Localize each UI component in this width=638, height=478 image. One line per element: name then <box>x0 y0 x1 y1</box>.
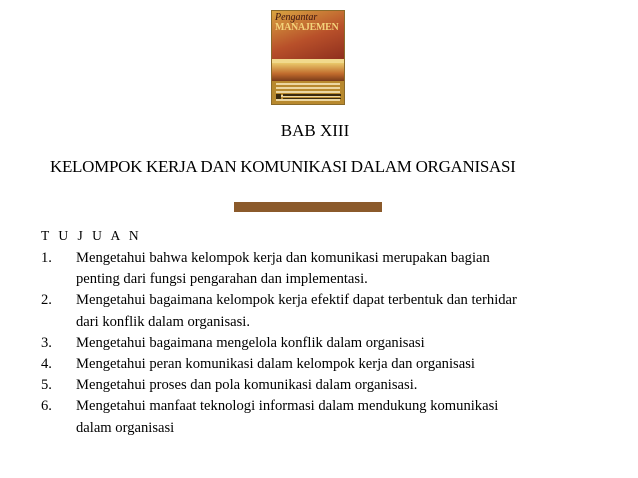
objectives-label: T U J U A N <box>41 228 142 243</box>
title-divider <box>234 202 382 212</box>
cover-illustration <box>272 63 344 81</box>
chapter-title: KELOMPOK KERJA DAN KOMUNIKASI DALAM ORGANISASI <box>50 157 516 176</box>
list-item-text: Mengetahui peran komunikasi dalam kelompok kerja dan organisasi <box>76 356 475 373</box>
list-item <box>41 396 636 438</box>
list-item-number: 5. <box>41 377 52 394</box>
list-item <box>41 354 636 375</box>
cover-title <box>275 13 342 33</box>
list-item-number: 2. <box>41 292 52 309</box>
publisher-logo-icon <box>276 94 281 99</box>
book-cover-image <box>271 10 345 105</box>
list-item-number: 1. <box>41 250 52 266</box>
cover-title-line1: Pengantar <box>275 12 318 23</box>
list-item <box>41 290 636 332</box>
list-item <box>41 248 636 290</box>
list-item-text: Mengetahui bagaimana mengelola konflik dalam organisasi <box>76 334 425 351</box>
list-item-text-cont: dalam organisasi <box>76 419 175 436</box>
list-item-number: 3. <box>41 334 52 351</box>
list-item-text-cont: dari konflik dalam organisasi. <box>76 313 251 330</box>
list-item-text: Mengetahui bahwa kelompok kerja dan komunikasi merupakan bagian <box>76 250 490 266</box>
cover-title-line2: MANAJEMEN <box>275 22 339 33</box>
list-item-text: Mengetahui bagaimana kelompok kerja efektif dapat terbentuk dan terhidar <box>76 292 517 309</box>
list-item-number: 6. <box>41 398 52 415</box>
list-item <box>41 375 636 396</box>
list-item-text: Mengetahui proses dan pola komunikasi dalam organisasi. <box>76 377 418 394</box>
list-item-text-cont: penting dari fungsi pengarahan dan implementasi. <box>76 271 368 288</box>
objectives-list <box>41 248 636 439</box>
list-item-number: 4. <box>41 356 52 373</box>
list-item <box>41 333 636 354</box>
chapter-label: BAB XIII <box>280 121 350 140</box>
list-item-text: Mengetahui manfaat teknologi informasi dalam mendukung komunikasi <box>76 398 499 415</box>
cover-authors-lines <box>283 94 341 101</box>
